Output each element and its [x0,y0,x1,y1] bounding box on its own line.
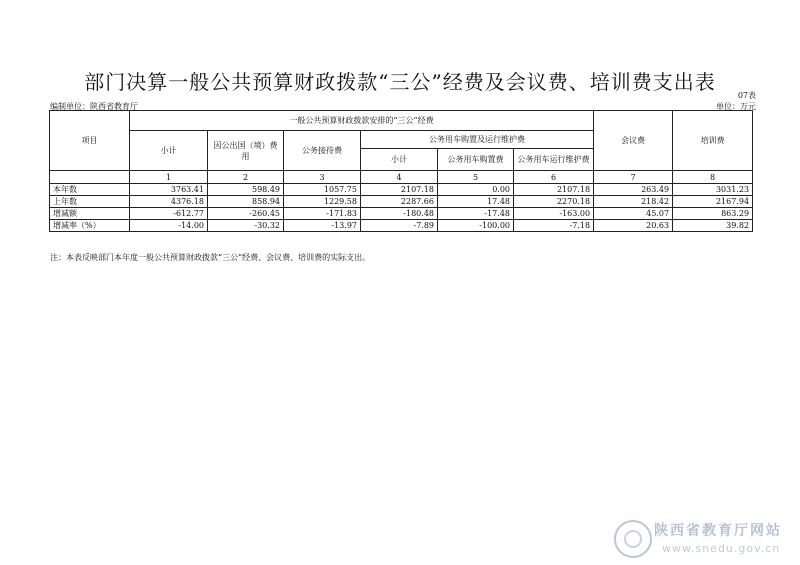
column-number: 3 [284,171,361,184]
table-cell: -14.00 [130,220,208,232]
table-cell: -260.45 [208,208,284,220]
table-cell: 598.49 [208,184,284,196]
table-cell: 39.82 [673,220,753,232]
table-row [50,196,753,208]
column-number: 7 [594,171,673,184]
table-cell: -7.18 [514,220,594,232]
table-cell: 17.48 [438,196,514,208]
row-label: 本年数 [50,184,130,196]
table-cell: -7.89 [361,220,438,232]
table-cell: -171.83 [284,208,361,220]
organization-label: 编制单位：陕西省教育厅 [50,102,138,111]
table-cell: 3763.41 [130,184,208,196]
table-cell: -17.48 [438,208,514,220]
header-abroad: 因公出国（境）费用 [208,131,284,171]
table-cell: 2107.18 [514,184,594,196]
expenditure-table [49,110,753,232]
column-number: 2 [208,171,284,184]
table-cell: -612.77 [130,208,208,220]
table-cell: 863.29 [673,208,753,220]
table-cell: 2107.18 [361,184,438,196]
header-training: 培训费 [673,111,753,171]
unit-label: 单位：万元 [716,102,756,111]
header-item: 项目 [50,111,130,171]
table-cell: 2167.94 [673,196,753,208]
watermark-url: www.snedu.gov.cn [662,542,781,555]
row-label: 增减额 [50,208,130,220]
table-row [50,184,753,196]
table-cell: -180.48 [361,208,438,220]
table-cell: 2270.18 [514,196,594,208]
table-cell: 3031.23 [673,184,753,196]
table-cell: 858.94 [208,196,284,208]
header-general-budget: 一般公共预算财政拨款安排的“三公”经费 [130,111,594,131]
header-meeting: 会议费 [594,111,673,171]
table-cell: 1229.58 [284,196,361,208]
row-label: 增减率（%） [50,220,130,232]
table-cell: 218.42 [594,196,673,208]
table-cell: 20.63 [594,220,673,232]
header-vehicle-maintenance: 公务用车运行维护费 [514,149,594,171]
table-cell: 45.07 [594,208,673,220]
site-watermark [614,518,784,560]
table-cell: 1057.75 [284,184,361,196]
table-cell: -100.00 [438,220,514,232]
table-cell: 4376.18 [130,196,208,208]
header-reception: 公务接待费 [284,131,361,171]
header-vehicle-purchase: 公务用车购置费 [438,149,514,171]
page-title: 部门决算一般公共预算财政拨款“三公”经费及会议费、培训费支出表 [84,70,716,94]
table-cell: 2287.66 [361,196,438,208]
table-cell: 263.49 [594,184,673,196]
column-number-row [50,171,753,184]
form-number: 07表 [737,91,756,100]
row-label: 上年数 [50,196,130,208]
table-cell: -13.97 [284,220,361,232]
column-number: 6 [514,171,594,184]
table-row [50,220,753,232]
column-number: 1 [130,171,208,184]
column-number [50,171,130,184]
column-number: 8 [673,171,753,184]
header-subtotal: 小计 [130,131,208,171]
site-logo-icon [614,520,652,558]
column-number: 4 [361,171,438,184]
table-cell: -163.00 [514,208,594,220]
header-vehicle-subtotal: 小计 [361,149,438,171]
table-note: 注：本表反映部门本年度一般公共预算财政拨款“三公”经费、会议费、培训费的实际支出。 [50,253,371,262]
watermark-site-name: 陕西省教育厅网站 [654,523,782,539]
column-number: 5 [438,171,514,184]
table-cell: -30.32 [208,220,284,232]
table-row [50,208,753,220]
header-vehicle-group: 公务用车购置及运行维护费 [361,131,594,149]
table-cell: 0.00 [438,184,514,196]
